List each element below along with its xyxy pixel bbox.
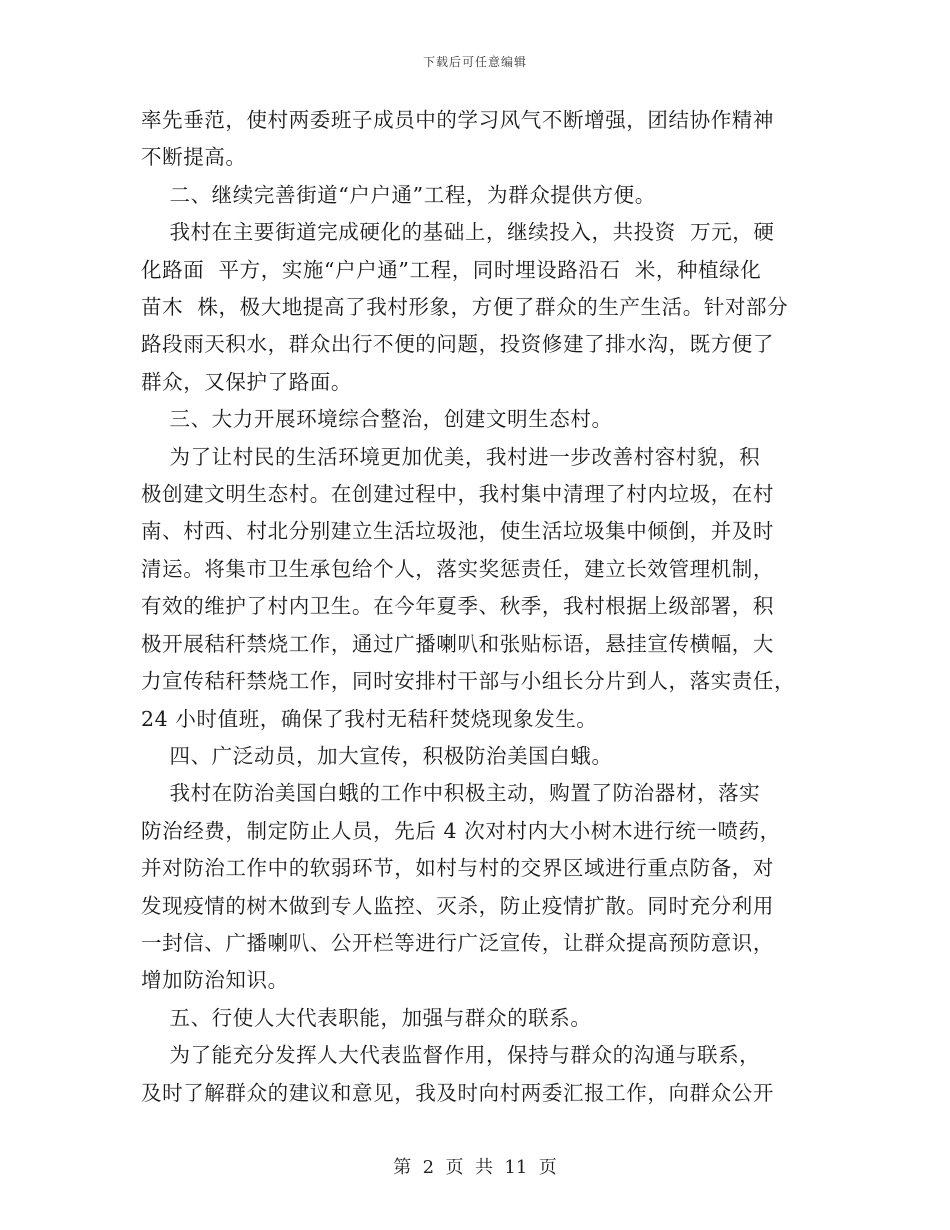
text-line: 五、行使人大代表职能，加强与群众的联系。 bbox=[141, 1005, 592, 1030]
text-line: 防治经费，制定防止人员，先后 4 次对村内大小树木进行统一喷药， bbox=[141, 818, 781, 843]
text-line: 率先垂范，使村两委班子成员中的学习风气不断增强，团结协作精神 bbox=[141, 108, 774, 132]
text-line: 发现疫情的树木做到专人监控、灭杀，防止疫情扩散。同时充分利用 bbox=[141, 893, 774, 918]
text-line: 化路面 平方，实施“户户通”工程，同时埋设路沿石 米，种植绿化 bbox=[141, 257, 762, 282]
text-line: 一封信、广播喇叭、公开栏等进行广泛宣传，让群众提高预防意识， bbox=[141, 930, 774, 955]
text-line: 南、村西、村北分别建立生活垃圾池，使生活垃圾集中倾倒，并及时 bbox=[141, 519, 774, 544]
text-line: 增加防治知识。 bbox=[141, 968, 289, 993]
text-line: 不断提高。 bbox=[141, 145, 247, 170]
text-line: 苗木 株，极大地提高了我村形象，方便了群众的生产生活。针对部分 bbox=[141, 295, 789, 320]
text-line: 为了让村民的生活环境更加优美，我村进一步改善村容村貌，积 bbox=[141, 444, 761, 469]
text-line: 群众，又保护了路面。 bbox=[141, 369, 352, 394]
text-line: 极创建文明生态村。在创建过程中，我村集中清理了村内垃圾，在村 bbox=[141, 482, 774, 507]
text-line: 极开展秸秆禁烧工作，通过广播喇叭和张贴标语，悬挂宣传横幅，大 bbox=[141, 631, 774, 656]
text-line: 有效的维护了村内卫生。在今年夏季、秋季，我村根据上级部署，积 bbox=[141, 594, 774, 619]
text-line: 我村在防治美国白蛾的工作中积极主动，购置了防治器材，落实 bbox=[141, 781, 761, 806]
text-line: 为了能充分发挥人大代表监督作用，保持与群众的沟通与联系， bbox=[141, 1043, 761, 1068]
page-number-footer: 第 2 页 共 11 页 bbox=[393, 1157, 557, 1178]
text-line: 二、继续完善街道“户户通”工程，为群众提供方便。 bbox=[141, 182, 656, 207]
text-line: 力宣传秸秆禁烧工作，同时安排村干部与小组长分片到人，落实责任， bbox=[141, 669, 796, 694]
text-line: 并对防治工作中的软弱环节，如村与村的交界区域进行重点防备，对 bbox=[141, 856, 774, 881]
text-line: 三、大力开展环境综合整治，创建文明生态村。 bbox=[141, 407, 613, 432]
document-body bbox=[141, 102, 811, 1112]
text-line: 路段雨天积水，群众出行不便的问题，投资修建了排水沟，既方便了 bbox=[141, 332, 774, 357]
text-line: 清运。将集市卫生承包给个人，落实奖惩责任，建立长效管理机制， bbox=[141, 556, 774, 581]
text-line: 四、广泛动员，加大宣传，积极防治美国白蛾。 bbox=[141, 743, 613, 768]
text-line: 及时了解群众的建议和意见，我及时向村两委汇报工作，向群众公开 bbox=[141, 1080, 774, 1105]
text-line: 我村在主要街道完成硬化的基础上，继续投入，共投资 万元，硬 bbox=[141, 220, 775, 245]
page-header: 下载后可任意编辑 bbox=[422, 55, 527, 69]
text-line: 24 小时值班，确保了我村无秸秆焚烧现象发生。 bbox=[141, 706, 598, 731]
